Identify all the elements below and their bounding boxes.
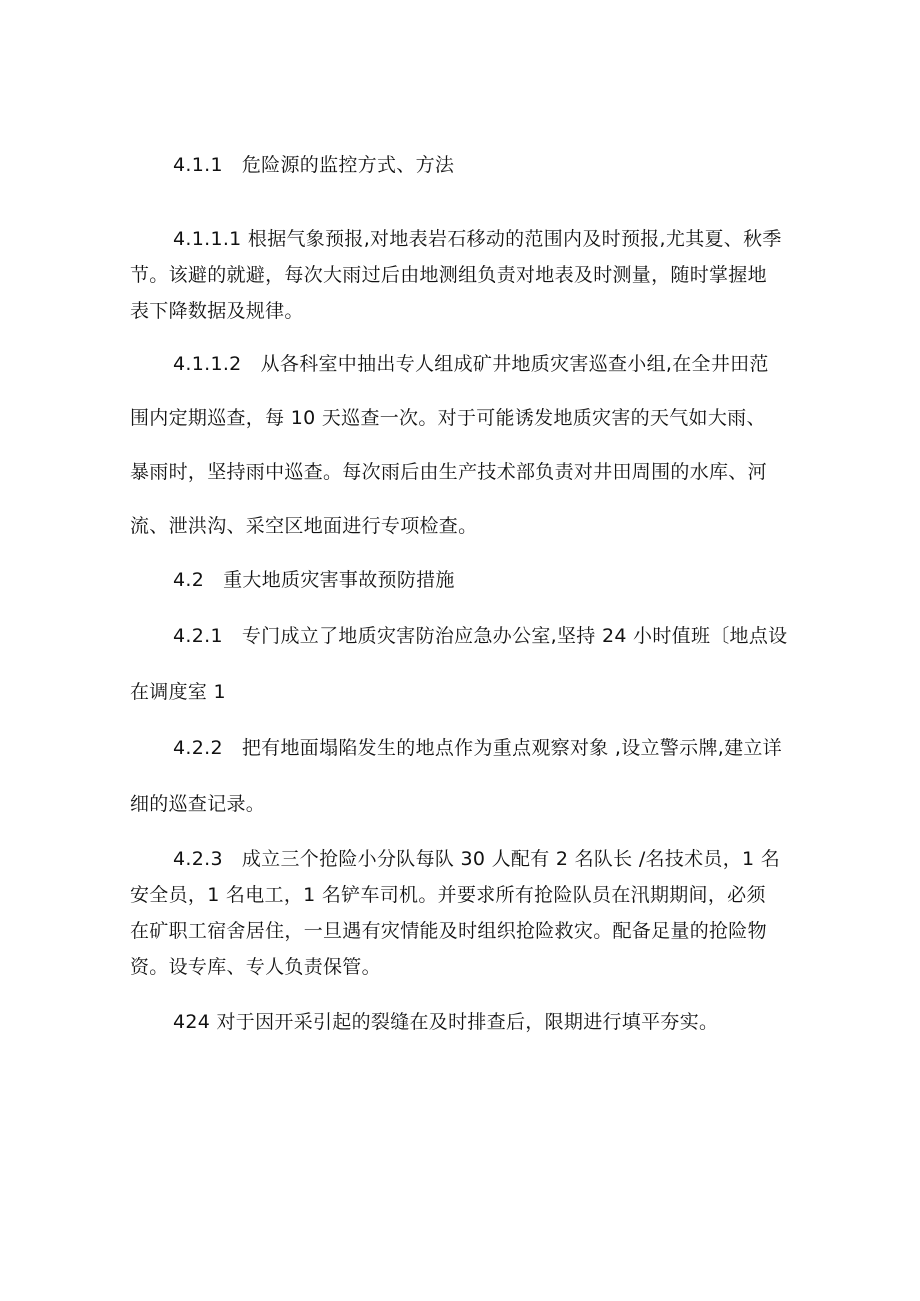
paragraph-4-2-1-line-2: 在调度室 1 — [130, 681, 226, 703]
paragraph-4-1-1-1-line-2: 节。该避的就避，每次大雨过后由地测组负责对地表及时测量，随时掌握地 — [130, 264, 767, 286]
paragraph-4-1-1-2-line-2: 围内定期巡查，每 10 天巡查一次。对于可能诱发地质灾害的天气如大雨、 — [130, 407, 766, 429]
heading-4-2: 4.2 重大地质灾害事故预防措施 — [173, 569, 455, 591]
paragraph-4-2-1-line-1: 4.2.1 专门成立了地质灾害防治应急办公室,坚持 24 小时值班〔地点设 — [173, 625, 788, 647]
paragraph-4-1-1-1-line-3: 表下降数据及规律。 — [130, 300, 304, 322]
paragraph-4-2-3-line-1: 4.2.3 成立三个抢险小分队每队 30 人配有 2 名队长 /名技术员，1 名 — [173, 848, 781, 870]
paragraph-4-1-1-2-line-3: 暴雨时，坚持雨中巡查。每次雨后由生产技术部负责对井田周围的水库、河 — [130, 461, 767, 483]
paragraph-4-2-2-line-2: 细的巡查记录。 — [130, 793, 266, 815]
paragraph-4-2-2-line-1: 4.2.2 把有地面塌陷发生的地点作为重点观察对象 ,设立警示牌,建立详 — [173, 737, 782, 759]
paragraph-4-1-1-1-line-1: 4.1.1.1 根据气象预报,对地表岩石移动的范围内及时预报,尤其夏、秋季 — [173, 228, 782, 250]
paragraph-4-1-1-2-line-4: 流、泄洪沟、采空区地面进行专项检查。 — [130, 515, 478, 537]
paragraph-4-1-1-2-line-1: 4.1.1.2 从各科室中抽出专人组成矿井地质灾害巡查小组,在全井田范 — [173, 353, 769, 375]
paragraph-4-2-3-line-4: 资。设专库、专人负责保管。 — [130, 956, 381, 978]
heading-4-1-1: 4.1.1 危险源的监控方式、方法 — [173, 154, 455, 176]
paragraph-4-2-4: 424 对于因开采引起的裂缝在及时排查后，限期进行填平夯实。 — [173, 1011, 719, 1033]
paragraph-4-2-3-line-2: 安全员，1 名电工，1 名铲车司机。并要求所有抢险队员在汛期期间，必须 — [130, 884, 766, 906]
paragraph-4-2-3-line-3: 在矿职工宿舍居住，一旦遇有灾情能及时组织抢险救灾。配备足量的抢险物 — [130, 920, 767, 942]
